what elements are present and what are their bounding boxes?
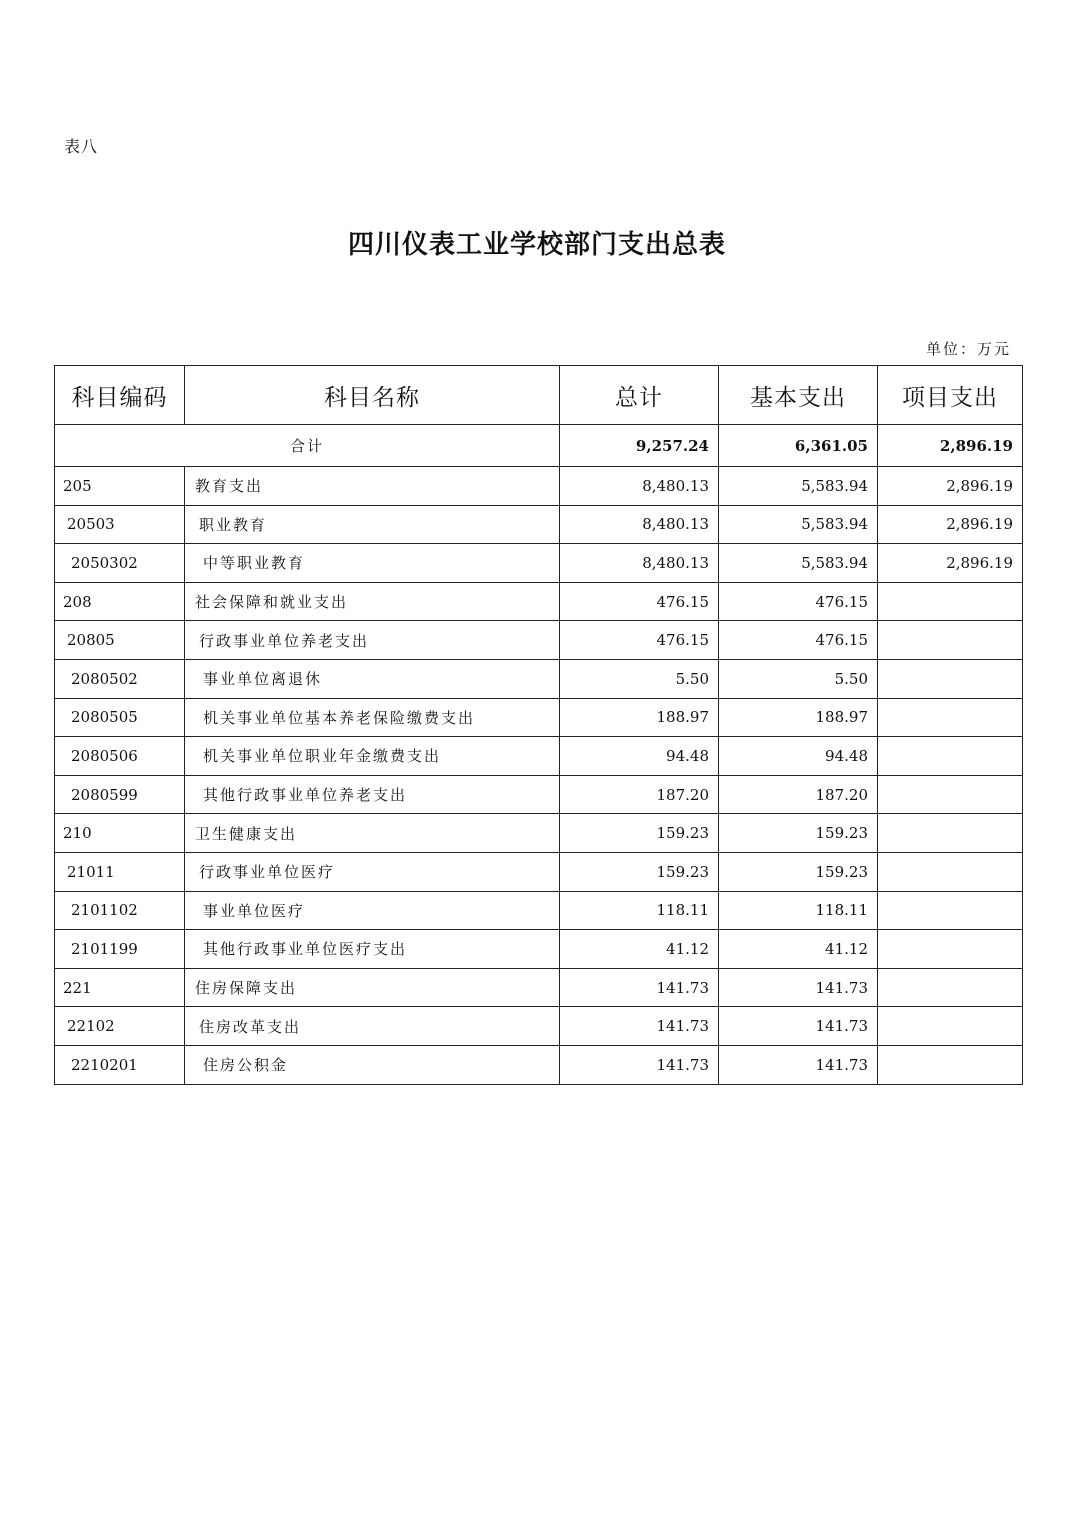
row-basic: 476.15	[719, 621, 878, 660]
table-row	[55, 582, 1023, 621]
row-total: 159.23	[560, 852, 719, 891]
row-project	[878, 814, 1023, 853]
row-code: 2101199	[55, 930, 185, 969]
row-project	[878, 891, 1023, 930]
row-name: 住房公积金	[185, 1045, 560, 1084]
expenditure-table	[54, 365, 1023, 1085]
row-basic: 5.50	[719, 659, 878, 698]
table-body	[55, 425, 1023, 1085]
table-row	[55, 737, 1023, 776]
table-row	[55, 1007, 1023, 1046]
row-total: 476.15	[560, 621, 719, 660]
header-code: 科目编码	[55, 366, 185, 425]
row-code: 221	[55, 968, 185, 1007]
table-row	[55, 968, 1023, 1007]
row-code: 2080505	[55, 698, 185, 737]
header-row	[55, 366, 1023, 425]
table-row	[55, 621, 1023, 660]
row-code: 20805	[55, 621, 185, 660]
row-name: 机关事业单位职业年金缴费支出	[185, 737, 560, 776]
row-name: 职业教育	[185, 505, 560, 544]
total-total: 9,257.24	[560, 425, 719, 467]
row-name: 机关事业单位基本养老保险缴费支出	[185, 698, 560, 737]
row-total: 41.12	[560, 930, 719, 969]
row-total: 8,480.13	[560, 467, 719, 506]
row-code: 208	[55, 582, 185, 621]
row-basic: 159.23	[719, 852, 878, 891]
row-name: 行政事业单位医疗	[185, 852, 560, 891]
header-project: 项目支出	[878, 366, 1023, 425]
row-name: 其他行政事业单位医疗支出	[185, 930, 560, 969]
row-project: 2,896.19	[878, 467, 1023, 506]
row-total: 188.97	[560, 698, 719, 737]
table-header	[55, 366, 1023, 425]
unit-label: 单位：万元	[925, 340, 1011, 358]
table-label: 表八	[64, 137, 99, 156]
row-project: 2,896.19	[878, 544, 1023, 583]
total-basic: 6,361.05	[719, 425, 878, 467]
table-row	[55, 505, 1023, 544]
row-basic: 41.12	[719, 930, 878, 969]
row-code: 2210201	[55, 1045, 185, 1084]
row-basic: 5,583.94	[719, 505, 878, 544]
row-name: 教育支出	[185, 467, 560, 506]
row-code: 210	[55, 814, 185, 853]
row-basic: 118.11	[719, 891, 878, 930]
row-total: 187.20	[560, 775, 719, 814]
table-row	[55, 775, 1023, 814]
row-project	[878, 852, 1023, 891]
row-code: 2080506	[55, 737, 185, 776]
row-project: 2,896.19	[878, 505, 1023, 544]
row-total: 5.50	[560, 659, 719, 698]
row-project	[878, 1007, 1023, 1046]
row-total: 141.73	[560, 968, 719, 1007]
row-project	[878, 968, 1023, 1007]
header-basic: 基本支出	[719, 366, 878, 425]
row-basic: 476.15	[719, 582, 878, 621]
row-total: 159.23	[560, 814, 719, 853]
row-project	[878, 1045, 1023, 1084]
row-project	[878, 775, 1023, 814]
table-row	[55, 930, 1023, 969]
row-basic: 5,583.94	[719, 467, 878, 506]
row-code: 2080599	[55, 775, 185, 814]
row-total: 94.48	[560, 737, 719, 776]
row-basic: 187.20	[719, 775, 878, 814]
table-row	[55, 1045, 1023, 1084]
row-name: 事业单位医疗	[185, 891, 560, 930]
row-code: 2101102	[55, 891, 185, 930]
row-code: 2050302	[55, 544, 185, 583]
table-row	[55, 698, 1023, 737]
table-row	[55, 814, 1023, 853]
table-row	[55, 891, 1023, 930]
total-project: 2,896.19	[878, 425, 1023, 467]
row-code: 2080502	[55, 659, 185, 698]
row-project	[878, 659, 1023, 698]
header-total: 总计	[560, 366, 719, 425]
row-project	[878, 582, 1023, 621]
row-name: 其他行政事业单位养老支出	[185, 775, 560, 814]
row-basic: 141.73	[719, 1007, 878, 1046]
row-total: 8,480.13	[560, 505, 719, 544]
row-name: 住房改革支出	[185, 1007, 560, 1046]
total-label: 合计	[55, 425, 560, 467]
table-row	[55, 659, 1023, 698]
row-code: 20503	[55, 505, 185, 544]
row-name: 社会保障和就业支出	[185, 582, 560, 621]
page-title: 四川仪表工业学校部门支出总表	[347, 230, 726, 260]
row-code: 22102	[55, 1007, 185, 1046]
total-row	[55, 425, 1023, 467]
row-code: 205	[55, 467, 185, 506]
row-total: 141.73	[560, 1007, 719, 1046]
row-name: 住房保障支出	[185, 968, 560, 1007]
row-basic: 141.73	[719, 968, 878, 1007]
row-basic: 188.97	[719, 698, 878, 737]
row-total: 141.73	[560, 1045, 719, 1084]
table-row	[55, 852, 1023, 891]
row-total: 476.15	[560, 582, 719, 621]
row-code: 21011	[55, 852, 185, 891]
table-row	[55, 544, 1023, 583]
row-total: 118.11	[560, 891, 719, 930]
row-name: 卫生健康支出	[185, 814, 560, 853]
header-name: 科目名称	[185, 366, 560, 425]
row-project	[878, 698, 1023, 737]
row-name: 事业单位离退休	[185, 659, 560, 698]
row-name: 中等职业教育	[185, 544, 560, 583]
row-total: 8,480.13	[560, 544, 719, 583]
row-name: 行政事业单位养老支出	[185, 621, 560, 660]
row-basic: 141.73	[719, 1045, 878, 1084]
row-basic: 159.23	[719, 814, 878, 853]
row-project	[878, 737, 1023, 776]
row-basic: 5,583.94	[719, 544, 878, 583]
table-row	[55, 467, 1023, 506]
row-basic: 94.48	[719, 737, 878, 776]
row-project	[878, 621, 1023, 660]
row-project	[878, 930, 1023, 969]
